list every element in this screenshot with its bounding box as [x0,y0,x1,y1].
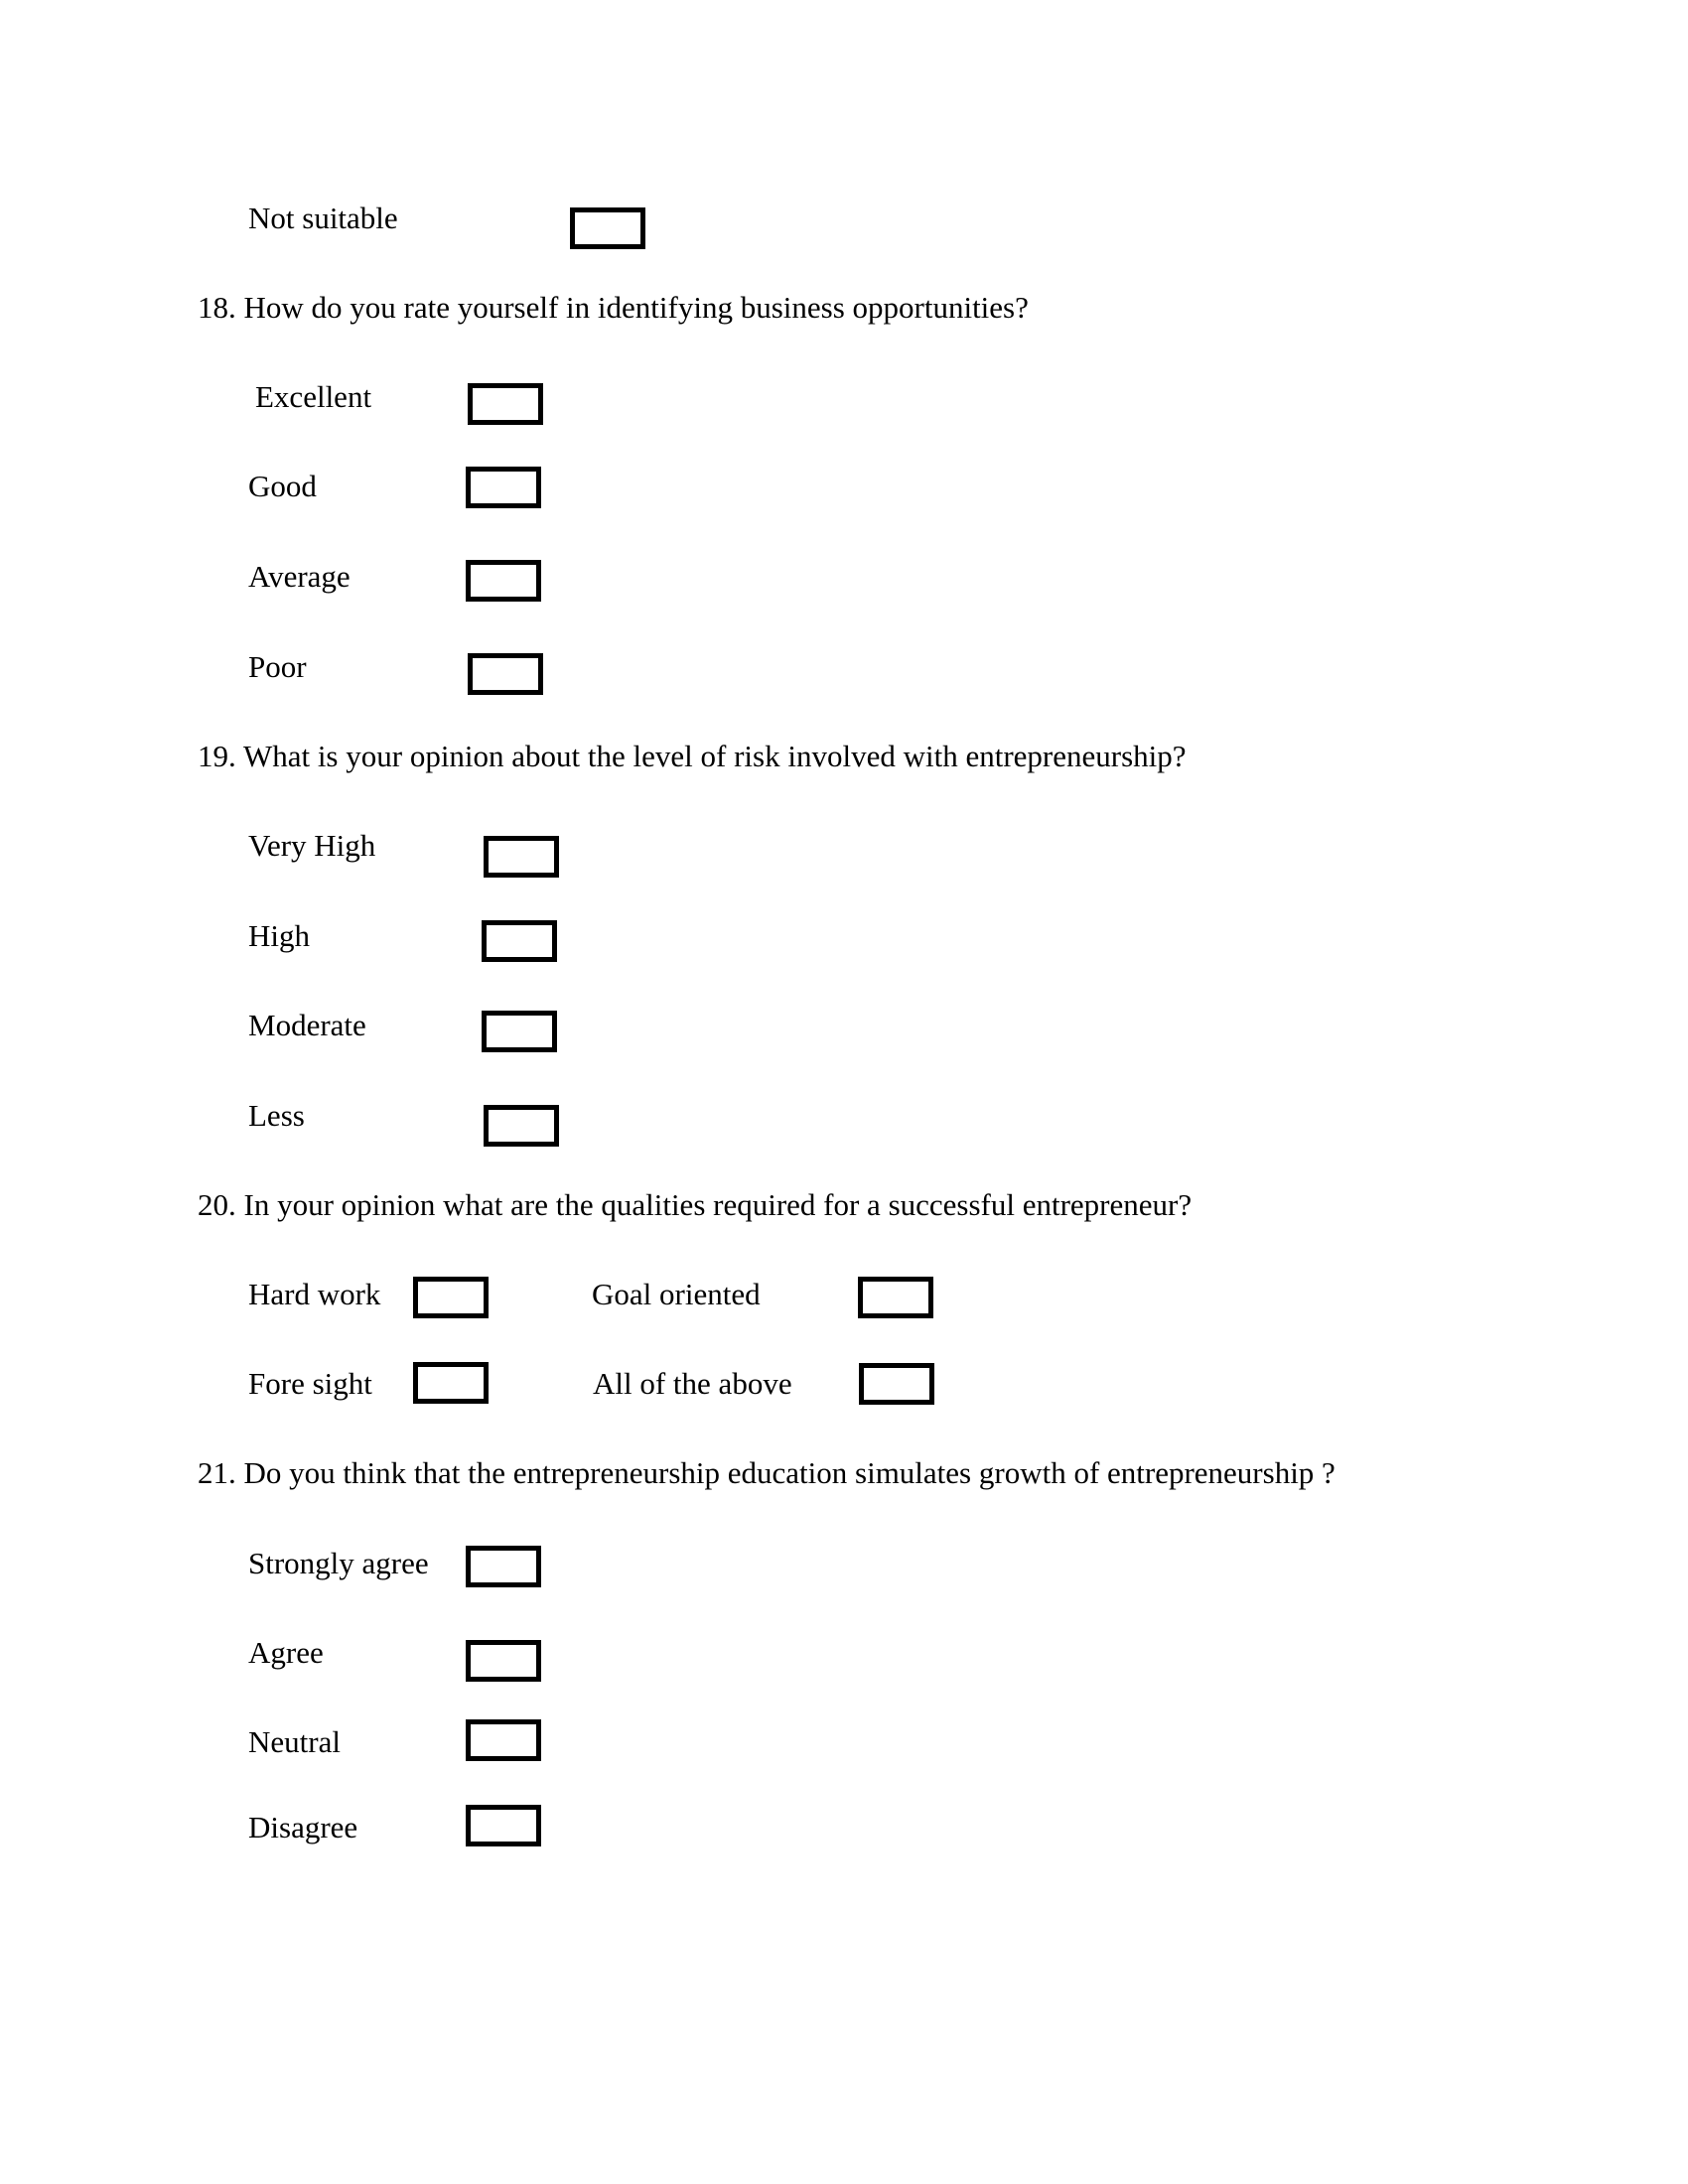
checkbox-average[interactable] [466,560,541,602]
option-label: Fore sight [248,1366,372,1401]
checkbox-not-suitable[interactable] [570,207,645,249]
option-label: Goal oriented [592,1277,761,1311]
checkbox-agree[interactable] [466,1640,541,1682]
option-label: Hard work [248,1277,381,1311]
option-label: Very High [248,828,376,863]
checkbox-goal-oriented[interactable] [858,1277,933,1318]
checkbox-less[interactable] [484,1105,559,1147]
option-label: Less [248,1098,305,1133]
checkbox-fore-sight[interactable] [413,1362,489,1404]
option-label: Disagree [248,1810,358,1844]
option-label: Average [248,559,351,594]
option-label: Moderate [248,1008,366,1042]
question-21: 21. Do you think that the entrepreneurship education simulates growth of entrepreneurship ? [198,1455,1336,1490]
checkbox-neutral[interactable] [466,1719,541,1761]
option-label: Not suitable [248,201,398,235]
checkbox-very-high[interactable] [484,836,559,878]
question-18: 18. How do you rate yourself in identifying business opportunities? [198,290,1029,325]
checkbox-disagree[interactable] [466,1805,541,1846]
option-label: Poor [248,649,307,684]
option-label: Agree [248,1635,324,1670]
checkbox-moderate[interactable] [482,1011,557,1052]
option-label: High [248,918,310,953]
checkbox-good[interactable] [466,467,541,508]
option-label: Good [248,469,317,503]
checkbox-hard-work[interactable] [413,1277,489,1318]
checkbox-excellent[interactable] [468,383,543,425]
option-label: Neutral [248,1724,341,1759]
option-label: Strongly agree [248,1546,429,1580]
question-20: 20. In your opinion what are the qualities required for a successful entrepreneur? [198,1187,1193,1222]
checkbox-all-of-the-above[interactable] [859,1363,934,1405]
checkbox-poor[interactable] [468,653,543,695]
question-19: 19. What is your opinion about the level of risk involved with entrepreneurship? [198,739,1187,773]
checkbox-strongly-agree[interactable] [466,1546,541,1587]
option-label: Excellent [255,379,372,414]
option-label: All of the above [593,1366,792,1401]
checkbox-high[interactable] [482,920,557,962]
